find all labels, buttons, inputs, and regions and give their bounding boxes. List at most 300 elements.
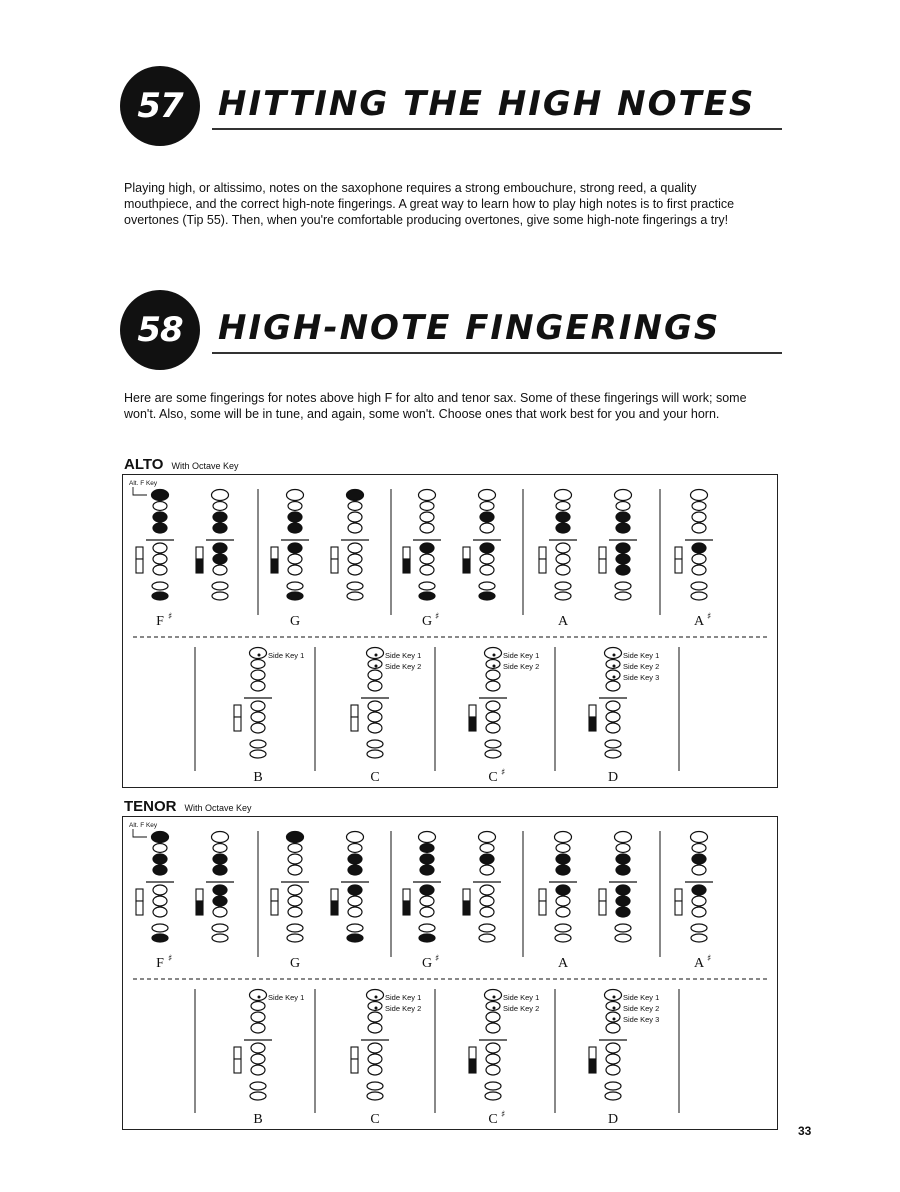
side-key-upper (271, 547, 278, 559)
low-key-2 (250, 1092, 266, 1100)
note-name: D (607, 770, 619, 785)
side-key-lower (234, 717, 241, 731)
side-key-upper (196, 889, 203, 901)
right-hand-key-2 (348, 907, 362, 917)
low-key-2 (691, 592, 707, 600)
right-hand-key-1 (288, 554, 302, 564)
right-hand-key-2 (556, 907, 570, 917)
palm-key-eb (486, 1002, 500, 1011)
side-key-label: Side Key 2 (623, 662, 660, 671)
side-key-lower (675, 901, 682, 915)
side-key-marker (375, 1007, 378, 1010)
left-hand-key-2 (480, 865, 494, 875)
right-hand-key-2 (486, 723, 500, 733)
side-key-upper (234, 705, 241, 717)
right-hand-key-1 (368, 712, 382, 722)
low-key-2 (287, 592, 303, 600)
page-number: 33 (798, 1124, 812, 1138)
side-key-upper (351, 1047, 358, 1059)
side-key-marker (613, 676, 616, 679)
sharp-sign: ♯ (435, 954, 440, 964)
right-hand-key-1 (556, 554, 570, 564)
low-key-2 (419, 934, 435, 942)
side-key-upper (599, 547, 606, 559)
low-key-2 (250, 750, 266, 758)
tenor-fingering-chart (122, 816, 778, 1130)
side-key-upper (403, 547, 410, 559)
side-key-marker (375, 996, 378, 999)
side-key-marker (375, 665, 378, 668)
note-name: C (370, 770, 380, 785)
sharp-sign: ♯ (501, 768, 506, 778)
palm-key-d (419, 832, 436, 843)
left-hand-key-3 (606, 701, 620, 711)
low-key-1 (212, 582, 228, 590)
right-hand-key-1 (616, 896, 630, 906)
side-key-upper (234, 1047, 241, 1059)
left-hand-key-2 (288, 523, 302, 533)
left-hand-key-3 (368, 701, 382, 711)
low-key-1 (555, 924, 571, 932)
palm-key-eb (556, 844, 570, 853)
low-key-1 (250, 1082, 266, 1090)
left-hand-key-3 (348, 885, 362, 895)
palm-key-d (152, 490, 169, 501)
left-hand-key-3 (288, 885, 302, 895)
side-key-lower (589, 1059, 596, 1073)
side-key-upper (469, 705, 476, 717)
low-key-2 (485, 1092, 501, 1100)
alto-fingering-chart (122, 474, 778, 788)
low-key-1 (347, 924, 363, 932)
palm-key-d (367, 648, 384, 659)
sharp-sign: ♯ (707, 954, 712, 964)
palm-key-d (347, 490, 364, 501)
left-hand-key-3 (556, 543, 570, 553)
left-hand-key-1 (692, 854, 706, 864)
low-key-1 (615, 582, 631, 590)
note-name: D (607, 1112, 619, 1127)
low-key-2 (287, 934, 303, 942)
palm-key-eb (213, 844, 227, 853)
side-key-upper (136, 889, 143, 901)
side-key-upper (539, 889, 546, 901)
note-name: C (488, 770, 498, 785)
side-key-upper (351, 705, 358, 717)
alt-f-key-label: Alt. F Key (129, 480, 158, 487)
right-hand-key-2 (480, 907, 494, 917)
palm-key-eb (348, 844, 362, 853)
right-hand-key-1 (616, 554, 630, 564)
note-name: G (421, 614, 433, 629)
right-hand-key-2 (153, 565, 167, 575)
note-name: C (370, 1112, 380, 1127)
right-hand-key-1 (368, 1054, 382, 1064)
right-hand-key-2 (420, 907, 434, 917)
right-hand-key-2 (486, 1065, 500, 1075)
palm-key-eb (368, 1002, 382, 1011)
palm-key-d (152, 832, 169, 843)
palm-key-eb (348, 502, 362, 511)
left-hand-key-2 (153, 865, 167, 875)
low-key-2 (152, 934, 168, 942)
left-hand-key-3 (251, 701, 265, 711)
low-key-2 (347, 934, 363, 942)
right-hand-key-2 (348, 565, 362, 575)
left-hand-key-2 (692, 865, 706, 875)
palm-key-eb (420, 502, 434, 511)
side-key-label: Side Key 1 (385, 993, 422, 1002)
low-key-1 (479, 924, 495, 932)
side-key-lower (675, 559, 682, 573)
note-name: A (557, 614, 569, 629)
note-name: C (488, 1112, 498, 1127)
low-key-1 (605, 1082, 621, 1090)
right-hand-key-2 (556, 565, 570, 575)
left-hand-key-2 (348, 865, 362, 875)
note-name: G (421, 956, 433, 971)
right-hand-key-1 (153, 896, 167, 906)
low-key-2 (367, 750, 383, 758)
left-hand-key-3 (480, 885, 494, 895)
left-hand-key-3 (348, 543, 362, 553)
tip-title: HITTING THE HIGH NOTES (218, 84, 756, 124)
right-hand-key-1 (486, 1054, 500, 1064)
right-hand-key-2 (153, 907, 167, 917)
tip-57-header (120, 66, 782, 146)
left-hand-key-3 (153, 885, 167, 895)
left-hand-key-3 (692, 885, 706, 895)
side-key-label: Side Key 3 (623, 1015, 660, 1024)
side-key-lower (589, 717, 596, 731)
sharp-sign: ♯ (168, 612, 173, 622)
left-hand-key-2 (556, 865, 570, 875)
palm-key-eb (251, 1002, 265, 1011)
palm-key-eb (153, 502, 167, 511)
side-key-label: Side Key 1 (623, 993, 660, 1002)
palm-key-d (615, 490, 632, 501)
side-key-upper (463, 547, 470, 559)
left-hand-key-1 (288, 512, 302, 522)
section-name: ALTO (124, 456, 164, 473)
right-hand-key-2 (213, 907, 227, 917)
low-key-1 (287, 924, 303, 932)
left-hand-key-3 (213, 543, 227, 553)
left-hand-key-2 (486, 681, 500, 691)
low-key-1 (605, 740, 621, 748)
low-key-2 (605, 1092, 621, 1100)
right-hand-key-2 (420, 565, 434, 575)
left-hand-key-2 (251, 681, 265, 691)
palm-key-d (287, 490, 304, 501)
low-key-1 (691, 924, 707, 932)
low-key-1 (691, 582, 707, 590)
side-key-upper (675, 547, 682, 559)
sharp-sign: ♯ (168, 954, 173, 964)
low-key-1 (152, 582, 168, 590)
palm-key-d (212, 832, 229, 843)
side-key-lower (196, 559, 203, 573)
sharp-sign: ♯ (707, 612, 712, 622)
left-hand-key-1 (480, 512, 494, 522)
left-hand-key-2 (368, 681, 382, 691)
low-key-2 (615, 934, 631, 942)
left-hand-key-1 (616, 854, 630, 864)
side-key-label: Side Key 1 (268, 651, 305, 660)
left-hand-key-3 (486, 701, 500, 711)
left-hand-key-2 (420, 865, 434, 875)
left-hand-key-1 (420, 512, 434, 522)
right-hand-key-2 (616, 907, 630, 917)
side-key-label: Side Key 2 (385, 662, 422, 671)
palm-key-eb (692, 844, 706, 853)
low-key-2 (479, 592, 495, 600)
side-key-marker (493, 996, 496, 999)
left-hand-key-2 (348, 523, 362, 533)
side-key-lower (136, 559, 143, 573)
alt-f-key-label: Alt. F Key (129, 822, 158, 829)
right-hand-key-2 (692, 565, 706, 575)
side-key-label: Side Key 2 (503, 662, 540, 671)
tip-number-badge: 58 (120, 290, 200, 370)
right-hand-key-1 (606, 1054, 620, 1064)
note-name: A (557, 956, 569, 971)
note-name: B (253, 1112, 263, 1127)
side-key-label: Side Key 2 (385, 1004, 422, 1013)
right-hand-key-2 (616, 565, 630, 575)
right-hand-key-1 (420, 554, 434, 564)
palm-key-d (555, 490, 572, 501)
side-key-label: Side Key 3 (623, 673, 660, 682)
title-underline (212, 352, 782, 354)
right-hand-key-1 (288, 896, 302, 906)
palm-key-eb (606, 660, 620, 669)
palm-key-d (367, 990, 384, 1001)
palm-key-d (615, 832, 632, 843)
left-hand-key-1 (288, 854, 302, 864)
side-key-upper (463, 889, 470, 901)
note-name: B (253, 770, 263, 785)
palm-key-eb (480, 844, 494, 853)
low-key-1 (152, 924, 168, 932)
right-hand-key-2 (480, 565, 494, 575)
left-hand-key-1 (486, 670, 500, 680)
palm-key-d (250, 648, 267, 659)
side-key-upper (331, 889, 338, 901)
left-hand-key-3 (288, 543, 302, 553)
tenor-section-label (124, 798, 252, 815)
palm-key-d (287, 832, 304, 843)
alto-section-label (124, 456, 238, 473)
right-hand-key-1 (486, 712, 500, 722)
left-hand-key-1 (348, 512, 362, 522)
left-hand-key-1 (153, 854, 167, 864)
left-hand-key-1 (251, 1012, 265, 1022)
palm-key-eb (606, 1002, 620, 1011)
right-hand-key-2 (251, 1065, 265, 1075)
tenor-fingering-diagram (123, 817, 779, 1131)
left-hand-key-3 (420, 543, 434, 553)
section-sublabel: With Octave Key (184, 803, 252, 813)
side-key-lower (136, 901, 143, 915)
left-hand-key-2 (420, 523, 434, 533)
section-name: TENOR (124, 798, 177, 815)
side-key-marker (258, 996, 261, 999)
tip-58-paragraph: Here are some fingerings for notes above high F for alto and tenor sax. Some of these fingerings will work; some won't. Also, some will be in tune, and again, some won't. Choose ones that work best for you and your horn. (124, 391, 747, 421)
side-key-upper (331, 547, 338, 559)
low-key-1 (367, 740, 383, 748)
low-key-2 (485, 750, 501, 758)
side-key-lower (403, 559, 410, 573)
left-hand-key-1 (480, 854, 494, 864)
palm-key-d (691, 490, 708, 501)
side-key-marker (613, 654, 616, 657)
palm-key-d (605, 990, 622, 1001)
low-key-1 (367, 1082, 383, 1090)
low-key-1 (419, 582, 435, 590)
low-key-2 (212, 934, 228, 942)
note-name: G (289, 614, 301, 629)
side-key-marker (493, 665, 496, 668)
side-key-label: Side Key 1 (503, 651, 540, 660)
left-hand-key-3 (480, 543, 494, 553)
side-key-label: Side Key 2 (503, 1004, 540, 1013)
side-key-marker (258, 654, 261, 657)
section-sublabel: With Octave Key (171, 461, 239, 471)
right-hand-key-1 (556, 896, 570, 906)
side-key-upper (136, 547, 143, 559)
left-hand-key-1 (153, 512, 167, 522)
palm-key-d (250, 990, 267, 1001)
palm-key-d (479, 490, 496, 501)
side-key-upper (271, 889, 278, 901)
side-key-lower (331, 901, 338, 915)
left-hand-key-2 (616, 865, 630, 875)
side-key-lower (196, 901, 203, 915)
palm-key-d (485, 648, 502, 659)
note-name: F (156, 956, 164, 971)
side-key-marker (613, 1007, 616, 1010)
note-name: A (693, 614, 705, 629)
right-hand-key-2 (692, 907, 706, 917)
left-hand-key-1 (251, 670, 265, 680)
low-key-2 (555, 934, 571, 942)
right-hand-key-1 (420, 896, 434, 906)
left-hand-key-2 (480, 523, 494, 533)
side-key-lower (469, 717, 476, 731)
side-key-marker (613, 996, 616, 999)
tip-58-header (120, 290, 782, 370)
palm-key-eb (556, 502, 570, 511)
left-hand-key-1 (606, 670, 620, 680)
palm-key-eb (368, 660, 382, 669)
palm-key-d (605, 648, 622, 659)
side-key-lower (463, 901, 470, 915)
low-key-2 (152, 592, 168, 600)
alto-fingering-diagram (123, 475, 779, 789)
right-hand-key-1 (213, 896, 227, 906)
note-name: G (289, 956, 301, 971)
low-key-1 (419, 924, 435, 932)
palm-key-d (691, 832, 708, 843)
side-key-marker (613, 1018, 616, 1021)
right-hand-key-1 (480, 554, 494, 564)
left-hand-key-3 (692, 543, 706, 553)
sharp-sign: ♯ (435, 612, 440, 622)
tip-57-paragraph: Playing high, or altissimo, notes on the saxophone requires a strong embouchure, strong reed, a quality mouthpiece, and the correct high-note fingerings. A great way to learn how to play high notes is to first practice overtones (Tip 55). Then, when you're comfortable producing overtones, give some high-note fingerings a try! (124, 181, 735, 227)
side-key-upper (589, 1047, 596, 1059)
right-hand-key-1 (251, 1054, 265, 1064)
side-key-lower (351, 717, 358, 731)
side-key-lower (351, 1059, 358, 1073)
palm-key-eb (251, 660, 265, 669)
alt-f-key-arrow (133, 487, 147, 495)
right-hand-key-1 (348, 554, 362, 564)
low-key-1 (485, 740, 501, 748)
low-key-2 (212, 592, 228, 600)
palm-key-eb (213, 502, 227, 511)
left-hand-key-2 (616, 523, 630, 533)
left-hand-key-1 (692, 512, 706, 522)
left-hand-key-2 (213, 523, 227, 533)
tip-number-badge: 57 (120, 66, 200, 146)
side-key-lower (539, 559, 546, 573)
palm-key-eb (480, 502, 494, 511)
left-hand-key-3 (420, 885, 434, 895)
right-hand-key-1 (213, 554, 227, 564)
right-hand-key-2 (368, 723, 382, 733)
palm-key-d (419, 490, 436, 501)
left-hand-key-3 (616, 543, 630, 553)
right-hand-key-2 (213, 565, 227, 575)
side-key-label: Side Key 1 (268, 993, 305, 1002)
low-key-2 (347, 592, 363, 600)
palm-key-d (212, 490, 229, 501)
note-name: A (693, 956, 705, 971)
left-hand-key-3 (556, 885, 570, 895)
right-hand-key-2 (368, 1065, 382, 1075)
low-key-1 (250, 740, 266, 748)
side-key-upper (196, 547, 203, 559)
low-key-2 (367, 1092, 383, 1100)
low-key-2 (555, 592, 571, 600)
side-key-lower (234, 1059, 241, 1073)
left-hand-key-1 (368, 670, 382, 680)
palm-key-d (347, 832, 364, 843)
side-key-upper (539, 547, 546, 559)
right-hand-key-1 (251, 712, 265, 722)
right-hand-key-2 (606, 1065, 620, 1075)
left-hand-key-1 (616, 512, 630, 522)
left-hand-key-2 (486, 1023, 500, 1033)
left-hand-key-3 (486, 1043, 500, 1053)
left-hand-key-1 (213, 854, 227, 864)
left-hand-key-1 (486, 1012, 500, 1022)
low-key-1 (212, 924, 228, 932)
sharp-sign: ♯ (501, 1110, 506, 1120)
left-hand-key-1 (556, 512, 570, 522)
right-hand-key-1 (480, 896, 494, 906)
side-key-label: Side Key 2 (623, 1004, 660, 1013)
side-key-lower (463, 559, 470, 573)
side-key-upper (675, 889, 682, 901)
note-name: F (156, 614, 164, 629)
palm-key-d (555, 832, 572, 843)
side-key-upper (403, 889, 410, 901)
left-hand-key-3 (606, 1043, 620, 1053)
right-hand-key-1 (606, 712, 620, 722)
left-hand-key-2 (213, 865, 227, 875)
